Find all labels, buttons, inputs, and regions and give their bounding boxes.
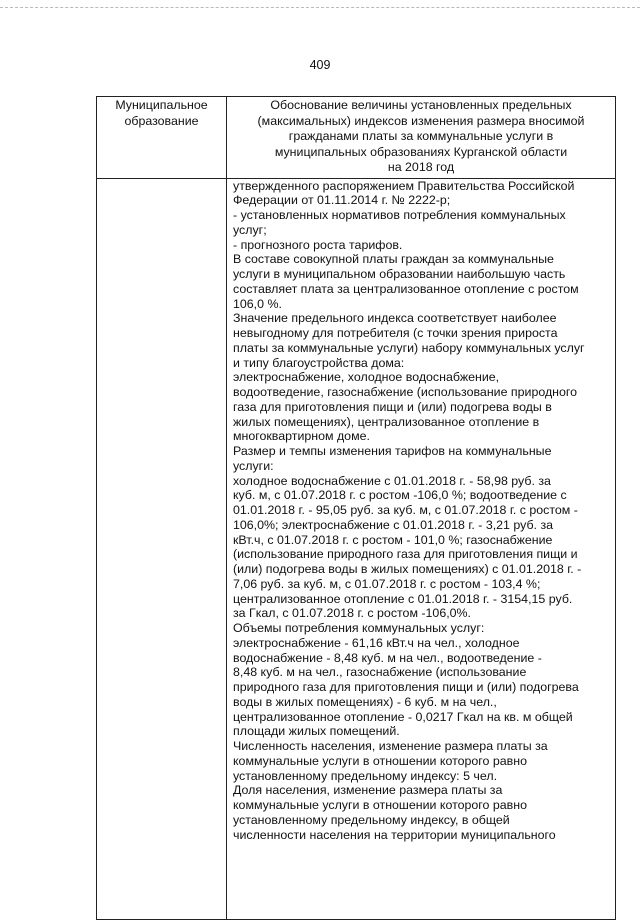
header-municipality bbox=[97, 97, 227, 179]
text-line: (использование природного газа для приготовления пищи и bbox=[233, 547, 578, 562]
text-line: услуги в муниципальном образовании наибольшую часть bbox=[233, 267, 566, 281]
text-line: 7,06 руб. за куб. м, с 01.07.2018 г. с ростом - 103,4 %; bbox=[233, 576, 541, 591]
text-line: составляет плата за централизованное отопление с ростом bbox=[233, 281, 579, 296]
text-line: и типу благоустройства дома: bbox=[233, 355, 405, 370]
text-line: услуг; bbox=[233, 222, 267, 237]
text-line: 106,0%; электроснабжение с 01.01.2018 г. - 3,21 руб. за bbox=[233, 517, 554, 532]
text-line: централизованное отопление с 01.01.2018 г. - 3154,15 руб. bbox=[233, 591, 573, 606]
table-body-row bbox=[97, 178, 616, 919]
text-line: Значение предельного индекса соответствует наиболее bbox=[233, 311, 557, 326]
text-line: услуги: bbox=[233, 458, 274, 473]
municipality-cell bbox=[97, 178, 227, 919]
text-line: 01.01.2018 г. - 95,05 руб. за куб. м, с 01.07.2018 г. с ростом - bbox=[233, 503, 578, 517]
text-line: установленному предельному индексу: 5 чел. bbox=[233, 768, 498, 783]
text-line: установленному предельному индексу, в общей bbox=[233, 812, 510, 827]
text-line: электроснабжение, холодное водоснабжение, bbox=[233, 370, 500, 385]
text-line: Федерации от 01.11.2014 г. № 2222-р; bbox=[233, 193, 451, 208]
text-line: воды в жилых помещениях) - 6 куб. м на чел., bbox=[233, 694, 497, 709]
text-line: Размер и темпы изменения тарифов на коммунальные bbox=[233, 444, 552, 458]
tariff-justification-table bbox=[96, 96, 616, 920]
text-line: многоквартирном доме. bbox=[233, 429, 370, 444]
text-line: невыгодному для потребителя (с точки зрения прироста bbox=[233, 326, 558, 340]
text-line: за Гкал, с 01.07.2018 г. с ростом -106,0%. bbox=[233, 606, 472, 621]
scan-edge-line bbox=[0, 7, 640, 9]
text-line: газа для приготовления пищи и (или) подогрева воды в bbox=[233, 399, 552, 414]
text-line: централизованное отопление - 0,0217 Гкал на кв. м общей bbox=[233, 709, 573, 724]
text-line: В составе совокупной платы граждан за коммунальные bbox=[233, 252, 554, 267]
page-number: 409 bbox=[309, 58, 331, 72]
justification-cell bbox=[227, 178, 616, 919]
text-line: Доля населения, изменение размера платы за bbox=[233, 783, 503, 798]
justification-text bbox=[227, 179, 615, 843]
text-line: утвержденного распоряжением Правительства Российской bbox=[233, 178, 575, 193]
text-line: численности населения на территории муниципального bbox=[233, 827, 556, 842]
text-line: платы за коммунальные услуги) набору коммунальных услуг bbox=[233, 340, 585, 355]
text-line: Объемы потребления коммунальных услуг: bbox=[233, 621, 485, 635]
header-col2-line: (максимальных) индексов изменения размера вносимой bbox=[257, 113, 585, 128]
text-line: 8,48 куб. м на чел., газоснабжение (использование bbox=[233, 665, 527, 680]
text-line: 106,0 %. bbox=[233, 296, 282, 311]
table-header-row bbox=[97, 97, 616, 179]
text-line: (или) подогрева воды в жилых помещениях) с 01.01.2018 г. - bbox=[233, 562, 582, 576]
header-col1-line: образование bbox=[124, 113, 199, 128]
header-col2-line: муниципальных образованиях Курганской области bbox=[274, 144, 568, 159]
text-line: водоотведение, газоснабжение (использование природного bbox=[233, 385, 578, 399]
text-line: кВт.ч, с 01.07.2018 г. с ростом - 101,0 %; газоснабжение bbox=[233, 532, 553, 547]
text-line: - установленных нормативов потребления коммунальных bbox=[233, 208, 566, 222]
header-justification bbox=[227, 97, 616, 179]
text-line: куб. м, с 01.07.2018 г. с ростом -106,0 %; водоотведение с bbox=[233, 488, 567, 503]
header-col1-line: Муниципальное bbox=[115, 98, 208, 112]
text-line: водоснабжение - 8,48 куб. м на чел., водоотведение - bbox=[233, 650, 542, 665]
text-line: электроснабжение - 61,16 кВт.ч на чел., холодное bbox=[233, 635, 520, 650]
text-line: - прогнозного роста тарифов. bbox=[233, 237, 403, 252]
text-line: коммунальные услуги в отношении которого равно bbox=[233, 798, 527, 812]
header-col2-line: на 2018 год bbox=[387, 160, 455, 174]
text-line: Численность населения, изменение размера платы за bbox=[233, 739, 548, 753]
text-line: природного газа для приготовления пищи и (или) подогрева bbox=[233, 680, 579, 694]
text-line: площади жилых помещений. bbox=[233, 724, 400, 739]
text-line: холодное водоснабжение с 01.01.2018 г. - 58,98 руб. за bbox=[233, 473, 551, 488]
text-line: жилых помещениях), централизованное отопление в bbox=[233, 414, 540, 429]
header-col2-line: гражданами платы за коммунальные услуги в bbox=[288, 129, 554, 143]
header-col2-line: Обоснование величины установленных предельных bbox=[270, 98, 572, 112]
text-line: коммунальные услуги в отношении которого равно bbox=[233, 753, 527, 768]
